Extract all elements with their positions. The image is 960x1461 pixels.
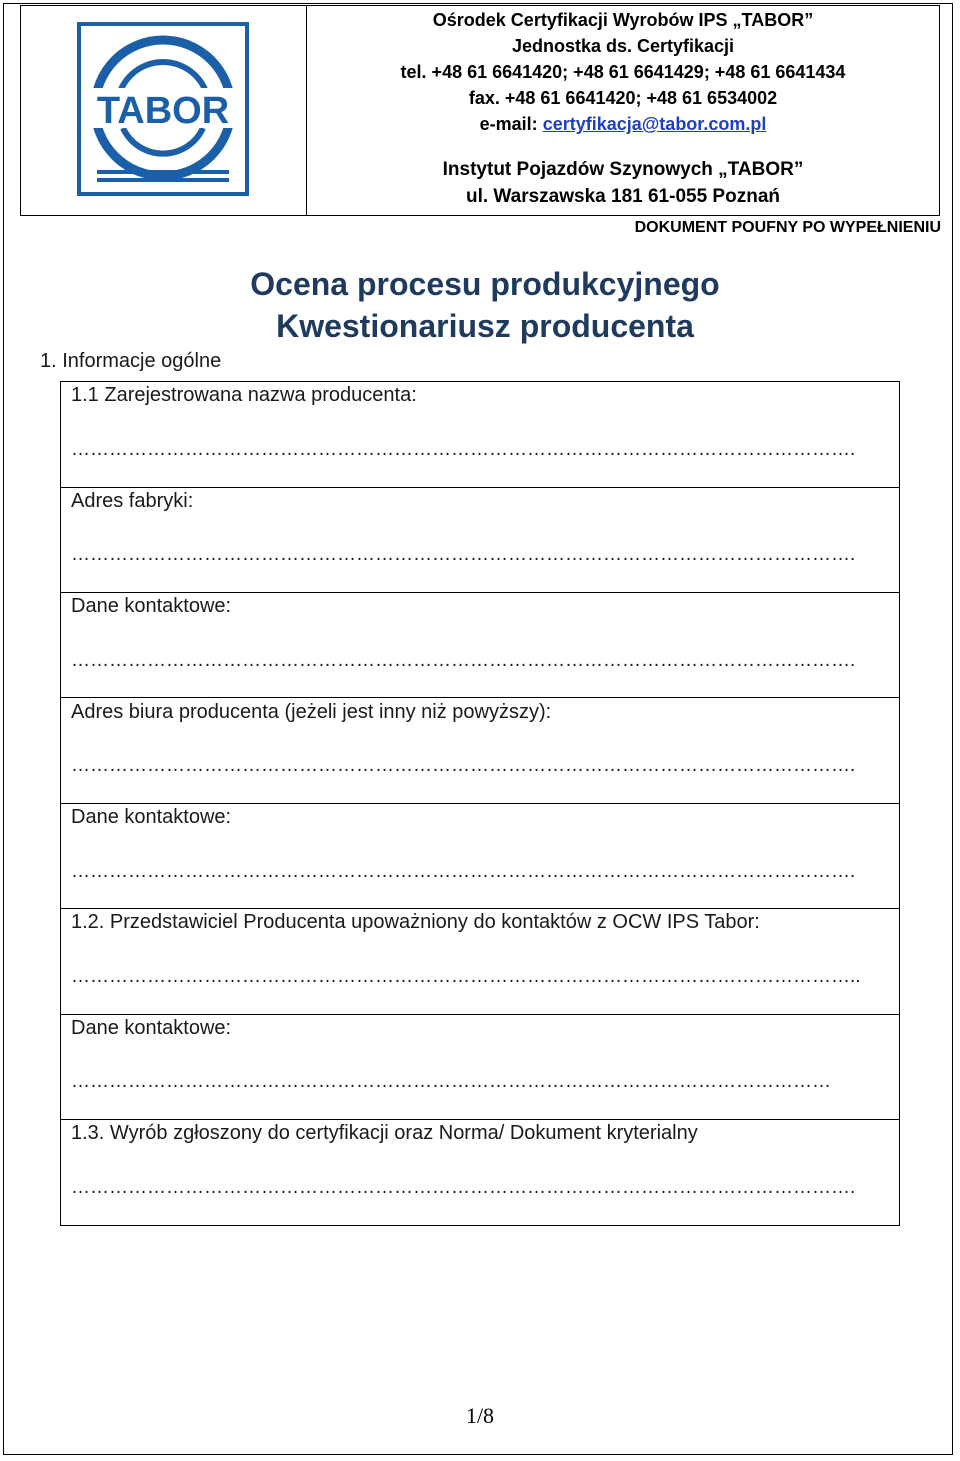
office-address-label: Adres biura producenta (jeżeli jest inny niż powyższy):	[71, 701, 552, 723]
contact-label: Dane kontaktowe:	[71, 595, 232, 617]
office-contact-label: Dane kontaktowe:	[71, 806, 232, 828]
email-prefix: e-mail:	[479, 114, 543, 134]
header-text	[307, 6, 939, 210]
row-divider	[60, 487, 900, 488]
representative-field[interactable]: ……………………………………………………………………………………………………………..	[71, 966, 861, 987]
row-divider	[60, 592, 900, 593]
fax-line: fax. +48 61 6641420; +48 61 6534002	[468, 88, 778, 108]
logo-text: TABOR	[96, 90, 230, 132]
row-divider	[60, 1014, 900, 1015]
representative-label: 1.2. Przedstawiciel Producenta upoważniony do kontaktów z OCW IPS Tabor:	[71, 911, 760, 933]
producer-name-field[interactable]: …………………………………………………………………………………………………………….	[71, 439, 856, 460]
institute-name: Instytut Pojazdów Szynowych „TABOR”	[442, 159, 804, 180]
product-label: 1.3. Wyrób zgłoszony do certyfikacji oraz Norma/ Dokument kryterialny	[71, 1122, 698, 1144]
row-divider	[60, 697, 900, 698]
row-divider	[60, 803, 900, 804]
tabor-logo	[77, 22, 249, 196]
confidential-notice: DOKUMENT POUFNY PO WYPEŁNIENIU	[634, 219, 941, 236]
institute-address: ul. Warszawska 181 61-055 Poznań	[465, 186, 780, 207]
representative-contact-label: Dane kontaktowe:	[71, 1017, 232, 1039]
contact-field[interactable]: …………………………………………………………………………………………………………….	[71, 650, 856, 671]
document-header	[20, 5, 940, 216]
product-field[interactable]: …………………………………………………………………………………………………………….	[71, 1177, 856, 1198]
representative-contact-field[interactable]: …………………………………………………………………………………………………………	[71, 1071, 831, 1092]
document-title: Ocena procesu produkcyjnego	[250, 266, 720, 302]
document-subtitle: Kwestionariusz producenta	[276, 308, 694, 344]
phone-line: tel. +48 61 6641420; +48 61 6641429; +48 61 6641434	[400, 62, 846, 82]
producer-name-label: 1.1 Zarejestrowana nazwa producenta:	[71, 384, 417, 406]
row-divider	[60, 908, 900, 909]
section-heading: 1. Informacje ogólne	[40, 350, 222, 372]
office-address-field[interactable]: …………………………………………………………………………………………………………….	[71, 755, 856, 776]
email-link[interactable]: certyfikacja@tabor.com.pl	[542, 114, 767, 134]
unit-name: Jednostka ds. Certyfikacji	[511, 36, 735, 56]
row-divider	[60, 1119, 900, 1120]
page-number: 1/8	[465, 1403, 495, 1428]
email-line	[307, 111, 939, 137]
factory-address-field[interactable]: …………………………………………………………………………………………………………….	[71, 544, 856, 565]
org-name: Ośrodek Certyfikacji Wyrobów IPS „TABOR”	[432, 10, 814, 30]
factory-address-label: Adres fabryki:	[71, 490, 194, 512]
office-contact-field[interactable]: …………………………………………………………………………………………………………….	[71, 861, 856, 882]
